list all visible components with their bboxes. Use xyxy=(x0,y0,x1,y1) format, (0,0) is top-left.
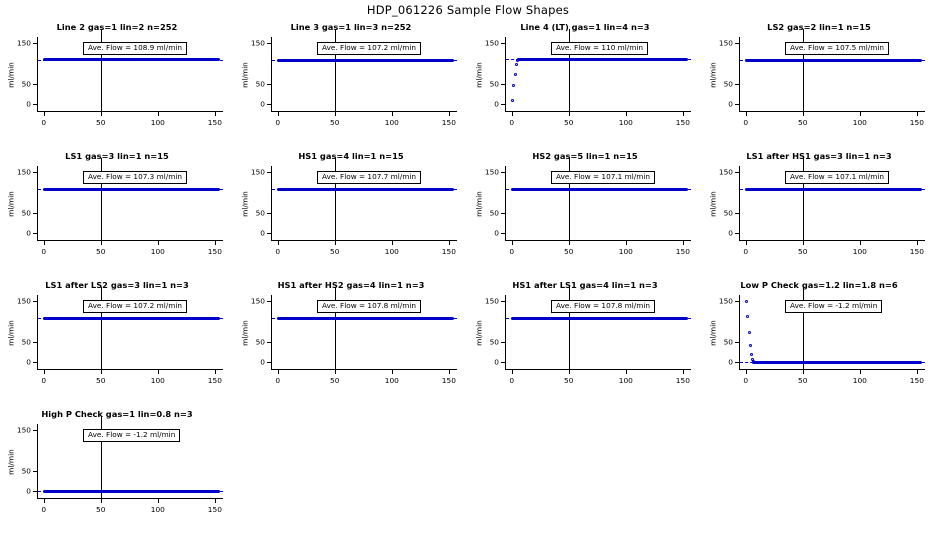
x-tick-label-line4lt-0: 0 xyxy=(509,118,515,127)
y-tick-label-ls2-2: 150 xyxy=(718,38,733,48)
x-tick-label-line3-0: 0 xyxy=(275,118,281,127)
data-point xyxy=(514,73,517,76)
x-tick-hs1-after-ls1-0 xyxy=(512,369,513,374)
x-tick-ls1-0 xyxy=(44,240,45,245)
y-tick-label-high-p-check-0: 0 xyxy=(26,486,31,496)
average-flow-annotation-line3: Ave. Flow = 107.2 ml/min xyxy=(317,42,421,55)
x-tick-label-hs1-after-hs2-0: 0 xyxy=(275,376,281,385)
x-tick-label-ls1-after-hs1-1: 50 xyxy=(798,247,808,256)
x-tick-ls1-after-hs1-0 xyxy=(746,240,747,245)
page-title: HDP_061226 Sample Flow Shapes xyxy=(366,3,570,17)
y-tick-label-line4lt-2: 150 xyxy=(484,38,499,48)
data-point xyxy=(217,188,220,191)
x-tick-ls1-after-ls2-0 xyxy=(44,369,45,374)
data-point xyxy=(919,361,922,364)
average-flow-annotation-hs1-after-ls1: Ave. Flow = 107.8 ml/min xyxy=(551,300,655,313)
chart-panel-high-p-check xyxy=(0,409,234,538)
x-tick-line2-1 xyxy=(101,111,102,116)
y-tick-label-hs1-after-ls1-2: 150 xyxy=(484,296,499,306)
x-tick-label-ls1-after-ls2-2: 100 xyxy=(150,376,165,385)
x-tick-ls2-1 xyxy=(803,111,804,116)
panel-title-high-p-check: High P Check gas=1 lin=0.8 n=3 xyxy=(41,409,193,419)
x-tick-label-hs1-0: 0 xyxy=(275,247,281,256)
x-tick-label-ls2-2: 100 xyxy=(852,118,867,127)
chart-panel-line3 xyxy=(234,22,468,151)
x-tick-label-ls2-3: 150 xyxy=(909,118,924,127)
data-point xyxy=(217,490,220,493)
average-flow-annotation-ls1: Ave. Flow = 107.3 ml/min xyxy=(83,171,187,184)
chart-panel-line4lt xyxy=(468,22,702,151)
y-tick-label-line3-2: 150 xyxy=(250,38,265,48)
x-tick-label-line3-3: 150 xyxy=(441,118,456,127)
chart-panel-low-p-check xyxy=(702,280,936,409)
x-tick-label-hs1-1: 50 xyxy=(330,247,340,256)
chart-panel-hs2 xyxy=(468,151,702,280)
x-tick-label-ls1-after-hs1-2: 100 xyxy=(852,247,867,256)
x-tick-label-hs2-3: 150 xyxy=(675,247,690,256)
average-flow-annotation-ls1-after-ls2: Ave. Flow = 107.2 ml/min xyxy=(83,300,187,313)
data-point xyxy=(511,99,514,102)
x-tick-label-ls2-1: 50 xyxy=(798,118,808,127)
panel-title-low-p-check: Low P Check gas=1.2 lin=1.8 n=6 xyxy=(740,280,898,290)
x-tick-line3-2 xyxy=(392,111,393,116)
data-point xyxy=(750,353,753,356)
y-axis-label-hs1-after-hs2: ml/min xyxy=(240,319,250,346)
x-tick-label-hs1-after-hs2-2: 100 xyxy=(384,376,399,385)
x-tick-ls2-0 xyxy=(746,111,747,116)
average-flow-annotation-line4lt: Ave. Flow = 110 ml/min xyxy=(551,42,648,55)
x-tick-low-p-check-1 xyxy=(803,369,804,374)
x-tick-hs2-2 xyxy=(626,240,627,245)
chart-panel-ls1 xyxy=(0,151,234,280)
panel-title-ls1-after-ls2: LS1 after LS2 gas=3 lin=1 n=3 xyxy=(45,280,189,290)
x-tick-label-hs1-after-ls1-2: 100 xyxy=(618,376,633,385)
x-tick-label-low-p-check-1: 50 xyxy=(798,376,808,385)
y-tick-label-line2-2: 150 xyxy=(16,38,31,48)
x-tick-line3-1 xyxy=(335,111,336,116)
x-tick-hs1-after-ls1-2 xyxy=(626,369,627,374)
x-tick-line3-0 xyxy=(278,111,279,116)
x-tick-ls1-1 xyxy=(101,240,102,245)
x-tick-hs1-2 xyxy=(392,240,393,245)
y-tick-label-low-p-check-2: 150 xyxy=(718,296,733,306)
data-point xyxy=(217,317,220,320)
y-tick-label-hs1-1: 50 xyxy=(255,208,265,218)
x-tick-label-hs2-0: 0 xyxy=(509,247,515,256)
average-flow-annotation-ls2: Ave. Flow = 107.5 ml/min xyxy=(785,42,889,55)
data-point xyxy=(451,59,454,62)
y-tick-label-ls1-after-hs1-2: 150 xyxy=(718,167,733,177)
panel-title-line4lt: Line 4 (LT) gas=1 lin=4 n=3 xyxy=(520,22,650,32)
x-tick-low-p-check-2 xyxy=(860,369,861,374)
panel-title-hs1-after-ls1: HS1 after LS1 gas=4 lin=1 n=3 xyxy=(512,280,658,290)
chart-panel-hs1 xyxy=(234,151,468,280)
x-tick-ls1-after-ls2-3 xyxy=(215,369,216,374)
y-axis-label-ls1-after-hs1: ml/min xyxy=(708,190,718,217)
x-tick-low-p-check-0 xyxy=(746,369,747,374)
x-tick-hs1-after-hs2-0 xyxy=(278,369,279,374)
y-tick-label-hs1-2: 150 xyxy=(250,167,265,177)
x-tick-line2-2 xyxy=(158,111,159,116)
data-point xyxy=(748,331,751,334)
x-tick-hs1-after-hs2-1 xyxy=(335,369,336,374)
x-tick-line4lt-3 xyxy=(683,111,684,116)
y-tick-label-hs2-2: 150 xyxy=(484,167,499,177)
x-tick-label-ls1-2: 100 xyxy=(150,247,165,256)
x-tick-hs1-3 xyxy=(449,240,450,245)
x-tick-hs2-3 xyxy=(683,240,684,245)
panel-title-line3: Line 3 gas=1 lin=3 n=252 xyxy=(290,22,412,32)
y-tick-label-high-p-check-1: 50 xyxy=(21,466,31,476)
x-tick-label-low-p-check-2: 100 xyxy=(852,376,867,385)
x-tick-ls1-3 xyxy=(215,240,216,245)
data-point xyxy=(919,188,922,191)
x-tick-label-hs1-after-ls1-0: 0 xyxy=(509,376,515,385)
y-axis-label-hs2: ml/min xyxy=(474,190,484,217)
y-tick-label-ls1-after-ls2-2: 150 xyxy=(16,296,31,306)
x-tick-ls1-after-ls2-1 xyxy=(101,369,102,374)
y-tick-label-line2-1: 50 xyxy=(21,79,31,89)
average-flow-annotation-hs1: Ave. Flow = 107.7 ml/min xyxy=(317,171,421,184)
x-tick-label-high-p-check-1: 50 xyxy=(96,505,106,514)
x-tick-label-line3-1: 50 xyxy=(330,118,340,127)
x-tick-label-line4lt-2: 100 xyxy=(618,118,633,127)
x-tick-label-hs1-after-hs2-3: 150 xyxy=(441,376,456,385)
average-flow-annotation-low-p-check: Ave. Flow = -1.2 ml/min xyxy=(785,300,882,313)
x-tick-high-p-check-2 xyxy=(158,498,159,503)
x-tick-ls2-3 xyxy=(917,111,918,116)
x-tick-label-low-p-check-0: 0 xyxy=(743,376,749,385)
chart-panel-line2 xyxy=(0,22,234,151)
x-tick-label-line4lt-3: 150 xyxy=(675,118,690,127)
x-tick-label-hs2-1: 50 xyxy=(564,247,574,256)
x-tick-label-hs1-after-ls1-3: 150 xyxy=(675,376,690,385)
chart-panel-ls1-after-hs1 xyxy=(702,151,936,280)
x-tick-label-line2-3: 150 xyxy=(207,118,222,127)
y-tick-label-hs1-after-ls1-0: 0 xyxy=(494,357,499,367)
x-tick-high-p-check-3 xyxy=(215,498,216,503)
y-tick-label-line4lt-0: 0 xyxy=(494,99,499,109)
data-point xyxy=(217,58,220,61)
y-tick-label-line3-0: 0 xyxy=(260,99,265,109)
x-tick-hs1-0 xyxy=(278,240,279,245)
x-tick-label-hs1-after-hs2-1: 50 xyxy=(330,376,340,385)
y-axis-label-ls1: ml/min xyxy=(6,190,16,217)
y-tick-label-hs1-0: 0 xyxy=(260,228,265,238)
x-tick-hs1-after-hs2-3 xyxy=(449,369,450,374)
y-tick-label-hs2-1: 50 xyxy=(489,208,499,218)
y-axis-label-ls2: ml/min xyxy=(708,61,718,88)
y-tick-label-hs1-after-ls1-1: 50 xyxy=(489,337,499,347)
x-tick-label-hs1-2: 100 xyxy=(384,247,399,256)
average-flow-annotation-hs1-after-hs2: Ave. Flow = 107.8 ml/min xyxy=(317,300,421,313)
y-tick-label-ls2-0: 0 xyxy=(728,99,733,109)
data-point xyxy=(512,84,515,87)
x-tick-label-line4lt-1: 50 xyxy=(564,118,574,127)
x-tick-ls1-after-ls2-2 xyxy=(158,369,159,374)
chart-panel-ls1-after-ls2 xyxy=(0,280,234,409)
y-tick-label-line4lt-1: 50 xyxy=(489,79,499,89)
x-tick-hs2-1 xyxy=(569,240,570,245)
x-tick-label-ls1-0: 0 xyxy=(41,247,47,256)
panel-title-hs2: HS2 gas=5 lin=1 n=15 xyxy=(532,151,638,161)
y-tick-label-line3-1: 50 xyxy=(255,79,265,89)
x-tick-label-ls1-after-hs1-3: 150 xyxy=(909,247,924,256)
panel-title-ls2: LS2 gas=2 lin=1 n=15 xyxy=(767,22,871,32)
y-tick-label-hs1-after-hs2-2: 150 xyxy=(250,296,265,306)
y-tick-label-ls1-after-hs1-0: 0 xyxy=(728,228,733,238)
x-tick-label-hs1-3: 150 xyxy=(441,247,456,256)
data-point xyxy=(685,317,688,320)
x-tick-label-ls1-after-ls2-3: 150 xyxy=(207,376,222,385)
y-tick-label-ls2-1: 50 xyxy=(723,79,733,89)
data-point xyxy=(919,59,922,62)
panel-title-line2: Line 2 gas=1 lin=2 n=252 xyxy=(56,22,178,32)
y-tick-label-hs1-after-hs2-1: 50 xyxy=(255,337,265,347)
x-tick-ls1-after-hs1-1 xyxy=(803,240,804,245)
data-point xyxy=(685,58,688,61)
x-tick-ls1-after-hs1-2 xyxy=(860,240,861,245)
y-tick-label-ls1-after-ls2-0: 0 xyxy=(26,357,31,367)
x-tick-high-p-check-1 xyxy=(101,498,102,503)
panel-title-hs1: HS1 gas=4 lin=1 n=15 xyxy=(298,151,404,161)
y-tick-label-hs1-after-hs2-0: 0 xyxy=(260,357,265,367)
x-tick-label-hs2-2: 100 xyxy=(618,247,633,256)
y-axis-label-hs1-after-ls1: ml/min xyxy=(474,319,484,346)
data-point xyxy=(451,188,454,191)
x-tick-line4lt-0 xyxy=(512,111,513,116)
x-tick-line2-0 xyxy=(44,111,45,116)
x-tick-low-p-check-3 xyxy=(917,369,918,374)
y-tick-label-high-p-check-2: 150 xyxy=(16,425,31,435)
data-point xyxy=(685,188,688,191)
y-axis-label-line4lt: ml/min xyxy=(474,61,484,88)
x-tick-line4lt-2 xyxy=(626,111,627,116)
chart-panel-ls2 xyxy=(702,22,936,151)
x-tick-label-ls2-0: 0 xyxy=(743,118,749,127)
y-tick-label-ls1-1: 50 xyxy=(21,208,31,218)
x-tick-line4lt-1 xyxy=(569,111,570,116)
y-tick-label-line2-0: 0 xyxy=(26,99,31,109)
x-tick-ls1-after-hs1-3 xyxy=(917,240,918,245)
x-tick-label-high-p-check-2: 100 xyxy=(150,505,165,514)
y-axis-label-line2: ml/min xyxy=(6,61,16,88)
panel-title-ls1: LS1 gas=3 lin=1 n=15 xyxy=(65,151,169,161)
x-tick-label-high-p-check-0: 0 xyxy=(41,505,47,514)
y-axis-label-ls1-after-ls2: ml/min xyxy=(6,319,16,346)
x-tick-label-line2-2: 100 xyxy=(150,118,165,127)
y-tick-label-low-p-check-1: 50 xyxy=(723,337,733,347)
panel-grid xyxy=(0,22,936,540)
y-tick-label-low-p-check-0: 0 xyxy=(728,357,733,367)
x-tick-label-ls1-after-hs1-0: 0 xyxy=(743,247,749,256)
x-tick-label-ls1-after-ls2-1: 50 xyxy=(96,376,106,385)
y-axis-label-line3: ml/min xyxy=(240,61,250,88)
y-tick-label-ls1-after-ls2-1: 50 xyxy=(21,337,31,347)
x-tick-label-line3-2: 100 xyxy=(384,118,399,127)
chart-panel-hs1-after-hs2 xyxy=(234,280,468,409)
data-point xyxy=(515,63,518,66)
y-axis-label-high-p-check: ml/min xyxy=(6,448,16,475)
panel-title-hs1-after-hs2: HS1 after HS2 gas=4 lin=1 n=3 xyxy=(277,280,425,290)
x-tick-label-hs1-after-ls1-1: 50 xyxy=(564,376,574,385)
x-tick-line2-3 xyxy=(215,111,216,116)
y-tick-label-ls1-2: 150 xyxy=(16,167,31,177)
average-flow-annotation-hs2: Ave. Flow = 107.1 ml/min xyxy=(551,171,655,184)
average-flow-annotation-high-p-check: Ave. Flow = -1.2 ml/min xyxy=(83,429,180,442)
y-tick-label-ls1-0: 0 xyxy=(26,228,31,238)
x-tick-label-line2-1: 50 xyxy=(96,118,106,127)
y-axis-label-low-p-check: ml/min xyxy=(708,319,718,346)
x-tick-label-ls1-after-ls2-0: 0 xyxy=(41,376,47,385)
chart-panel-hs1-after-ls1 xyxy=(468,280,702,409)
y-axis-label-hs1: ml/min xyxy=(240,190,250,217)
x-tick-label-ls1-1: 50 xyxy=(96,247,106,256)
x-tick-hs1-after-hs2-2 xyxy=(392,369,393,374)
x-tick-label-low-p-check-3: 150 xyxy=(909,376,924,385)
x-tick-hs1-after-ls1-3 xyxy=(683,369,684,374)
panel-title-ls1-after-hs1: LS1 after HS1 gas=3 lin=1 n=3 xyxy=(746,151,892,161)
average-flow-annotation-ls1-after-hs1: Ave. Flow = 107.1 ml/min xyxy=(785,171,889,184)
data-point xyxy=(745,300,748,303)
data-point xyxy=(746,315,749,318)
y-tick-label-hs2-0: 0 xyxy=(494,228,499,238)
average-flow-annotation-line2: Ave. Flow = 108.9 ml/min xyxy=(83,42,187,55)
x-tick-ls1-2 xyxy=(158,240,159,245)
x-tick-ls2-2 xyxy=(860,111,861,116)
y-tick-label-ls1-after-hs1-1: 50 xyxy=(723,208,733,218)
data-point xyxy=(749,344,752,347)
x-tick-hs1-1 xyxy=(335,240,336,245)
x-tick-line3-3 xyxy=(449,111,450,116)
x-tick-hs2-0 xyxy=(512,240,513,245)
x-tick-label-line2-0: 0 xyxy=(41,118,47,127)
data-point xyxy=(451,317,454,320)
x-tick-label-ls1-3: 150 xyxy=(207,247,222,256)
x-tick-hs1-after-ls1-1 xyxy=(569,369,570,374)
x-tick-high-p-check-0 xyxy=(44,498,45,503)
x-tick-label-high-p-check-3: 150 xyxy=(207,505,222,514)
